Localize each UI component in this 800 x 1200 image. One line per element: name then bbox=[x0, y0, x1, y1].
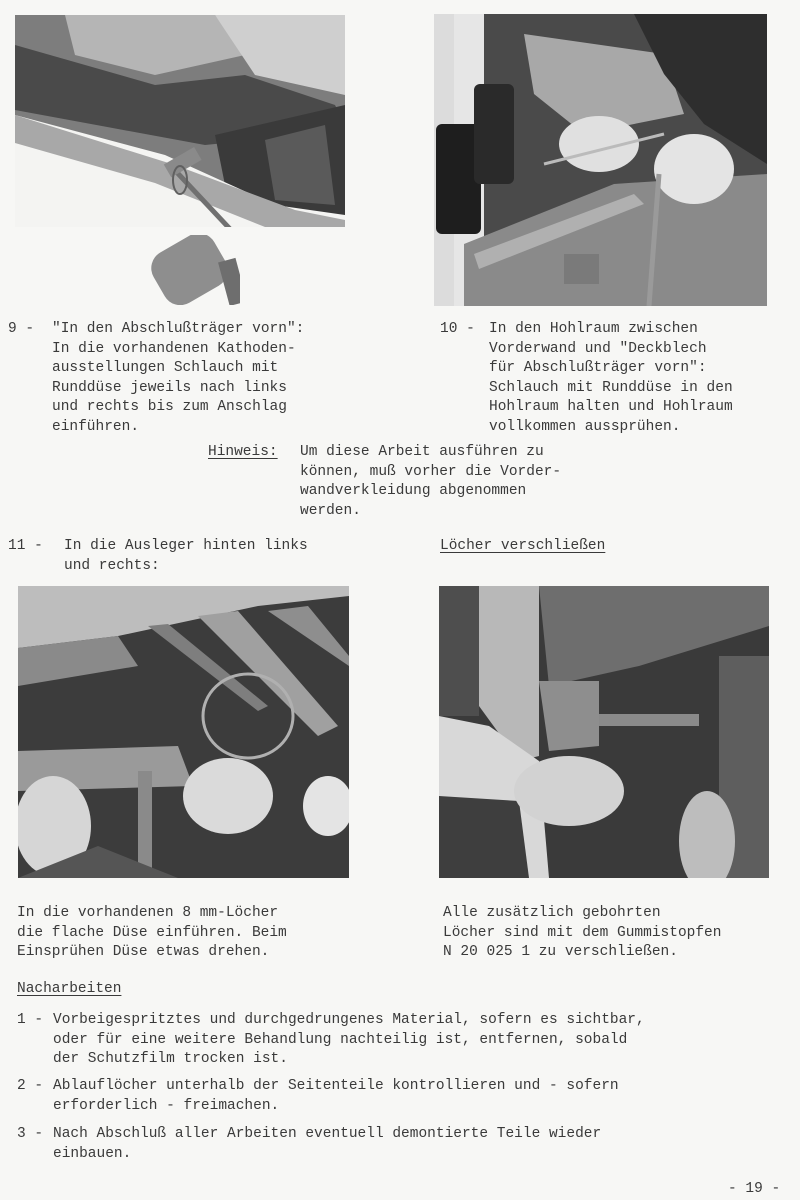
item-text-line: Ablauflöcher unterhalb der Seitenteile kontrollieren und - sofern bbox=[53, 1078, 619, 1094]
item-number: 1 - bbox=[17, 1012, 44, 1028]
caption-rear-outrigger bbox=[17, 904, 397, 963]
caption-rubber-plug bbox=[443, 904, 800, 963]
note-label: Hinweis: bbox=[208, 444, 278, 460]
item-text-line: und rechts bis zum Anschlag bbox=[52, 399, 287, 415]
item-text-line: "In den Abschlußträger vorn": bbox=[52, 321, 305, 337]
note-text-line: können, muß vorher die Vorder- bbox=[300, 463, 562, 480]
photo-spray-gun-front-cross-member bbox=[15, 15, 345, 227]
item-text-line: ausstellungen Schlauch mit bbox=[52, 360, 279, 376]
caption-line: N 20 025 1 zu verschließen. bbox=[443, 944, 678, 960]
item-text-line: der Schutzfilm trocken ist. bbox=[53, 1051, 288, 1067]
photo-illustration bbox=[434, 14, 767, 306]
photo-illustration bbox=[439, 586, 769, 878]
item-text-line: Vorderwand und "Deckblech bbox=[489, 340, 707, 357]
caption-line: Löcher sind mit dem Gummistopfen bbox=[443, 924, 722, 941]
photo-illustration bbox=[18, 586, 349, 878]
note-text-line: werden. bbox=[300, 502, 361, 519]
item-text-line: In die Ausleger hinten links bbox=[64, 538, 308, 554]
item-text-line: Runddüse jeweils nach links bbox=[52, 379, 287, 396]
note-text-line: wandverkleidung abgenommen bbox=[300, 483, 527, 499]
section-heading-rework: Nacharbeiten bbox=[17, 981, 122, 997]
item-text-line: Nach Abschluß aller Arbeiten eventuell demontierte Teile wieder bbox=[53, 1126, 602, 1142]
note-text-line: Um diese Arbeit ausführen zu bbox=[300, 444, 544, 460]
item-text-line: In den Hohlraum zwischen bbox=[489, 321, 698, 337]
caption-line: In die vorhandenen 8 mm-Löcher bbox=[17, 905, 279, 921]
item-number: 2 - bbox=[17, 1078, 44, 1094]
item-text-line: erforderlich - freimachen. bbox=[53, 1097, 280, 1114]
photo-1-canister bbox=[145, 235, 240, 305]
item-text-line: Schlauch mit Runddüse in den bbox=[489, 379, 733, 396]
caption-line: Einsprühen Düse etwas drehen. bbox=[17, 944, 270, 960]
caption-line: Alle zusätzlich gebohrten bbox=[443, 905, 661, 921]
item-text-line: oder für eine weitere Behandlung nachteilig ist, entfernen, sobald bbox=[53, 1031, 628, 1048]
item-text-line: vollkommen aussprühen. bbox=[489, 418, 681, 435]
photo-rubber-plug-hole bbox=[439, 586, 769, 878]
item-number: 10 - bbox=[440, 321, 475, 337]
caption-line: die flache Düse einführen. Beim bbox=[17, 924, 287, 941]
item-text-line: und rechts: bbox=[64, 557, 160, 574]
page-number: - 19 - bbox=[728, 1181, 781, 1197]
item-text-line: In die vorhandenen Kathoden- bbox=[52, 340, 296, 357]
photo-illustration bbox=[15, 15, 345, 227]
item-number: 3 - bbox=[17, 1126, 44, 1142]
item-text-line: Hohlraum halten und Hohlraum bbox=[489, 399, 733, 415]
item-number: 11 - bbox=[8, 538, 43, 554]
section-heading-holes: Löcher verschließen bbox=[440, 538, 606, 554]
photo-spray-rear-outrigger bbox=[18, 586, 349, 878]
item-text-line: Vorbeigespritztes und durchgedrungenes Material, sofern es sichtbar, bbox=[53, 1012, 645, 1028]
item-text-line: einführen. bbox=[52, 418, 140, 435]
item-number: 9 - bbox=[8, 321, 35, 337]
photo-spray-cavity-front-wall bbox=[434, 14, 767, 306]
item-text-line: für Abschlußträger vorn": bbox=[489, 360, 707, 376]
item-text-line: einbauen. bbox=[53, 1145, 132, 1162]
